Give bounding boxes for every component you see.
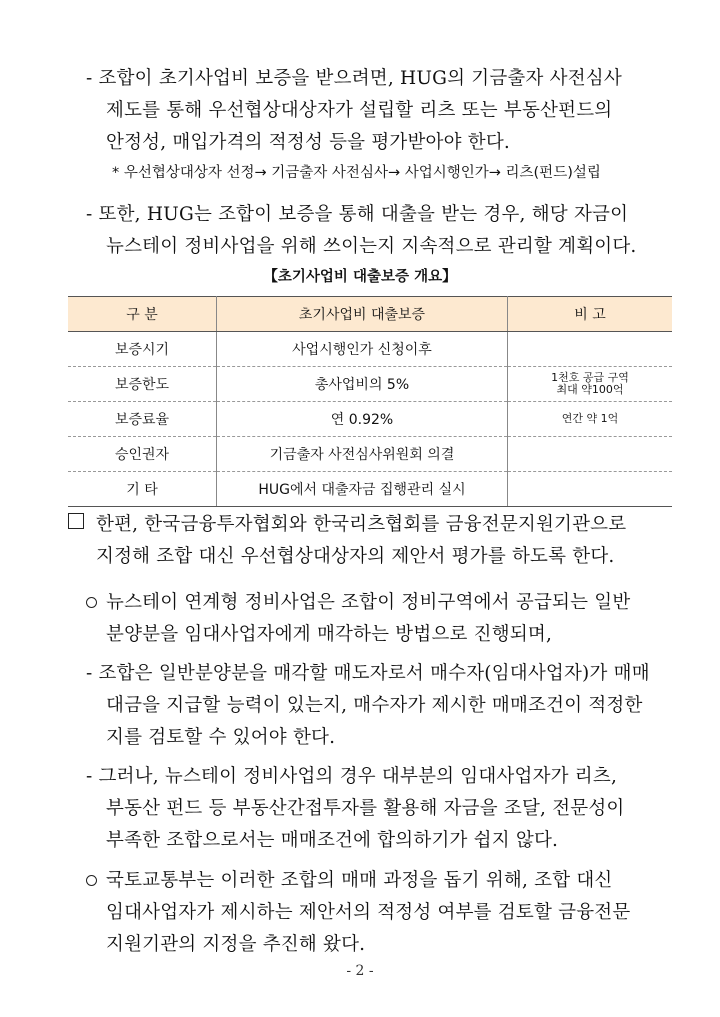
table-cell — [508, 332, 673, 367]
table-cell: 사업시행인가 신청이후 — [217, 332, 508, 367]
text-line: 제도를 통해 우선협상대상자가 설립할 리츠 또는 부동산펀드의 — [106, 100, 613, 121]
text-line: 지를 검토할 수 있어야 한다. — [106, 727, 336, 748]
page-number: - 2 - — [346, 963, 374, 979]
table-row — [68, 367, 672, 402]
text-line: 임대사업자가 제시하는 제안서의 적정성 여부를 검토할 금융전문 — [106, 902, 631, 923]
text-line: - 조합은 일반분양분을 매각할 매도자로서 매수자(임대사업자)가 매매 — [86, 663, 650, 684]
header-cell: 구 분 — [68, 297, 217, 332]
checkbox-bullet-icon — [68, 513, 84, 529]
text-line: 뉴스테이 연계형 정비사업은 조합이 정비구역에서 공급되는 일반 — [106, 592, 631, 613]
table-row — [68, 402, 672, 437]
table-cell — [508, 437, 673, 472]
text-line: 지원기관의 지정을 추진해 왔다. — [106, 934, 366, 955]
text-line: - 또한, HUG는 조합이 보증을 통해 대출을 받는 경우, 해당 자금이 — [86, 204, 629, 225]
table-row — [68, 332, 672, 367]
table-row — [68, 472, 672, 507]
text-line: - 그러나, 뉴스테이 정비사업의 경우 대부분의 임대사업자가 리츠, — [86, 766, 618, 787]
text-line: 분양분을 임대사업자에게 매각하는 방법으로 진행되며, — [106, 624, 553, 645]
header-cell: 비 고 — [508, 297, 673, 332]
guarantee-overview-table — [68, 296, 672, 507]
table-cell: 보증시기 — [68, 332, 217, 367]
table-cell: 보증료율 — [68, 402, 217, 437]
table-header-row — [68, 297, 672, 332]
table-cell — [508, 472, 673, 507]
circle-bullet-icon — [86, 875, 97, 886]
table-title: 【초기사업비 대출보증 개요】 — [263, 269, 457, 285]
table-cell: 연 0.92% — [217, 402, 508, 437]
remark-line: 최대 약100억 — [556, 383, 624, 396]
remark-line: 1천호 공급 구역 — [551, 371, 629, 384]
text-line: 부동산 펀드 등 부동산간접투자를 활용해 자금을 조달, 전문성이 — [106, 798, 625, 819]
table-cell: 기 타 — [68, 472, 217, 507]
text-line: 한편, 한국금융투자협회와 한국리츠협회를 금융전문지원기관으로 — [96, 514, 627, 535]
table-cell: 기금출자 사전심사위원회 의결 — [217, 437, 508, 472]
table-cell: 연간 약 1억 — [508, 402, 673, 437]
text-line: 안정성, 매입가격의 적정성 등을 평가받아야 한다. — [106, 132, 510, 153]
table-row — [68, 437, 672, 472]
text-line: 국토교통부는 이러한 조합의 매매 과정을 돕기 위해, 조합 대신 — [106, 870, 613, 891]
text-line: 지정해 조합 대신 우선협상대상자의 제안서 평가를 하도록 한다. — [96, 546, 615, 567]
text-line: 대금을 지급할 능력이 있는지, 매수자가 제시한 매매조건이 적정한 — [106, 695, 643, 716]
text-line: 부족한 조합으로서는 매매조건에 합의하기가 쉽지 않다. — [106, 830, 559, 851]
table-cell: 승인권자 — [68, 437, 217, 472]
header-cell: 초기사업비 대출보증 — [217, 297, 508, 332]
process-note: * 우선협상대상자 선정→ 기금출자 사전심사→ 사업시행인가→ 리츠(펀드)설립 — [112, 165, 601, 181]
text-line: 뉴스테이 정비사업을 위해 쓰이는지 지속적으로 관리할 계획이다. — [106, 236, 637, 257]
text-line: - 조합이 초기사업비 보증을 받으려면, HUG의 기금출자 사전심사 — [86, 68, 622, 89]
table-cell — [508, 367, 673, 402]
table-cell: 총사업비의 5% — [217, 367, 508, 402]
circle-bullet-icon — [86, 597, 97, 608]
table-cell: 보증한도 — [68, 367, 217, 402]
table-cell: HUG에서 대출자금 집행관리 실시 — [217, 472, 508, 507]
